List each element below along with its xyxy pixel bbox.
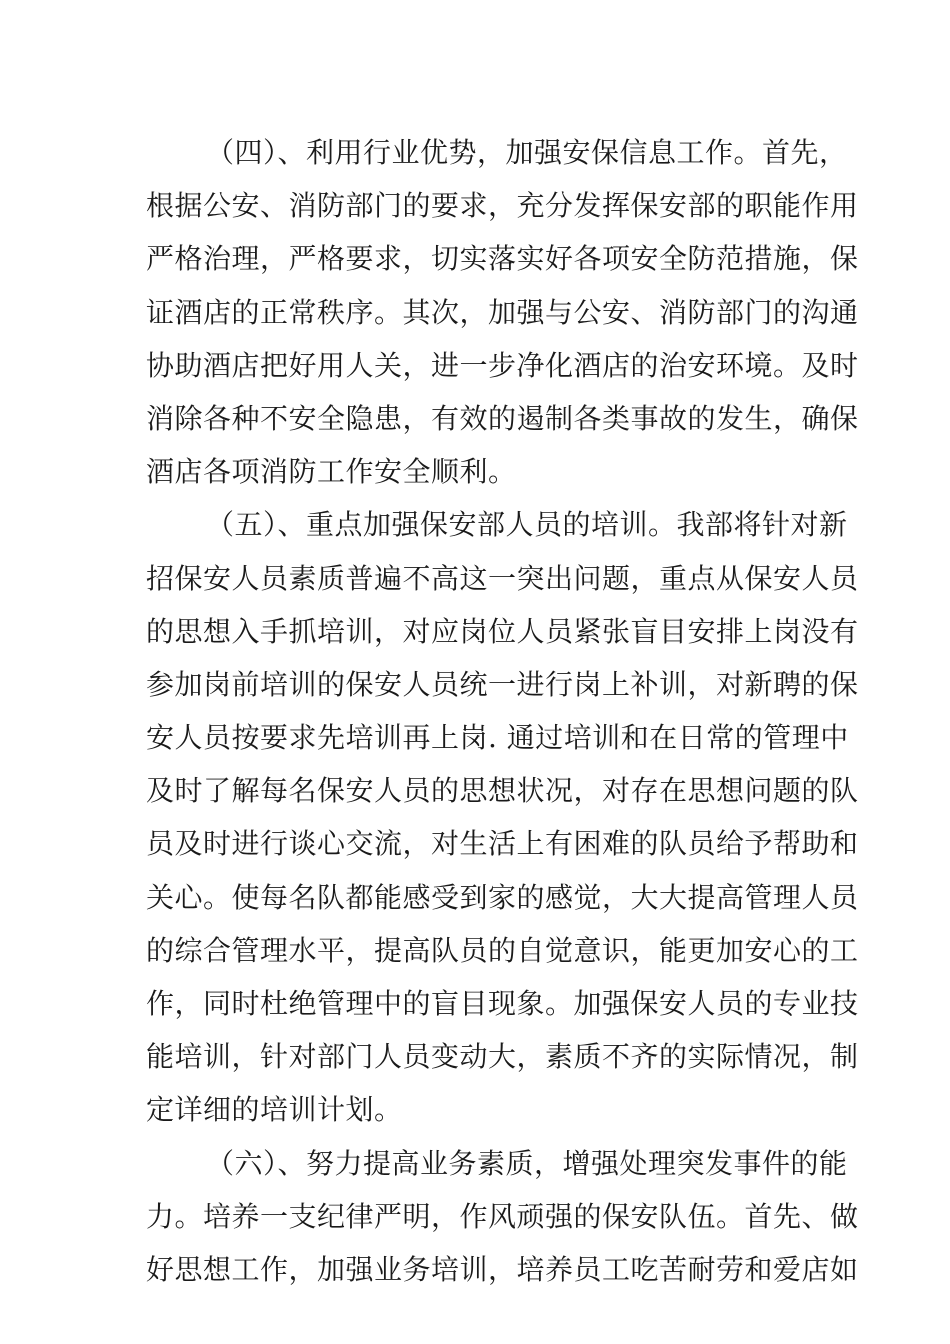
paragraph-5-line-8: 关心。使每名队都能感受到家的感觉，大大提高管理人员	[146, 880, 859, 914]
paragraph-4-line-6: 消除各种不安全隐患，有效的遏制各类事故的发生，确保	[146, 401, 859, 435]
paragraph-5-line-5: 安人员按要求先培训再上岗. 通过培训和在日常的管理中	[146, 721, 849, 755]
paragraph-5-line-10: 作，同时杜绝管理中的盲目现象。加强保安人员的专业技	[146, 987, 859, 1020]
paragraph-4-line-4: 证酒店的正常秩序。其次，加强与公安、消防部门的沟通	[146, 295, 859, 329]
paragraph-5-line-2: 招保安人员素质普遍不高这一突出问题，重点从保安人员	[146, 561, 859, 595]
paragraph-4-line-5: 协助酒店把好用人关，进一步净化酒店的治安环境。及时	[146, 348, 859, 382]
paragraph-6-line-1: （六）、努力提高业务素质，增强处理突发事件的能	[206, 1146, 848, 1180]
paragraph-5-line-9: 的综合管理水平，提高队员的自觉意识，能更加安心的工	[146, 933, 859, 967]
paragraph-4-line-7: 酒店各项消防工作安全顺利。	[146, 455, 517, 489]
paragraph-5-line-6: 及时了解每名保安人员的思想状况，对存在思想问题的队	[146, 774, 859, 808]
paragraph-6-line-2: 力。培养一支纪律严明，作风顽强的保安队伍。首先、做	[146, 1199, 859, 1233]
paragraph-5-line-1: （五）、重点加强保安部人员的培训。我部将针对新	[206, 508, 848, 542]
paragraph-5-line-3: 的思想入手抓培训，对应岗位人员紧张盲目安排上岗没有	[146, 614, 859, 648]
paragraph-5-line-11: 能培训，针对部门人员变动大，素质不齐的实际情况，制	[146, 1040, 859, 1074]
paragraph-5-line-7: 员及时进行谈心交流，对生活上有困难的队员给予帮助和	[146, 827, 859, 861]
paragraph-5-line-4: 参加岗前培训的保安人员统一进行岗上补训，对新聘的保	[146, 667, 859, 701]
paragraph-6-line-3: 好思想工作，加强业务培训，培养员工吃苦耐劳和爱店如	[146, 1252, 859, 1286]
paragraph-5-line-12: 定详细的培训计划。	[146, 1093, 403, 1127]
paragraph-4-line-3: 严格治理，严格要求，切实落实好各项安全防范措施，保	[146, 242, 859, 276]
paragraph-4-line-1: （四）、利用行业优势，加强安保信息工作。首先，	[206, 136, 848, 169]
paragraph-4-line-2: 根据公安、消防部门的要求，充分发挥保安部的职能作用	[146, 189, 859, 223]
document-body	[146, 126, 859, 1296]
